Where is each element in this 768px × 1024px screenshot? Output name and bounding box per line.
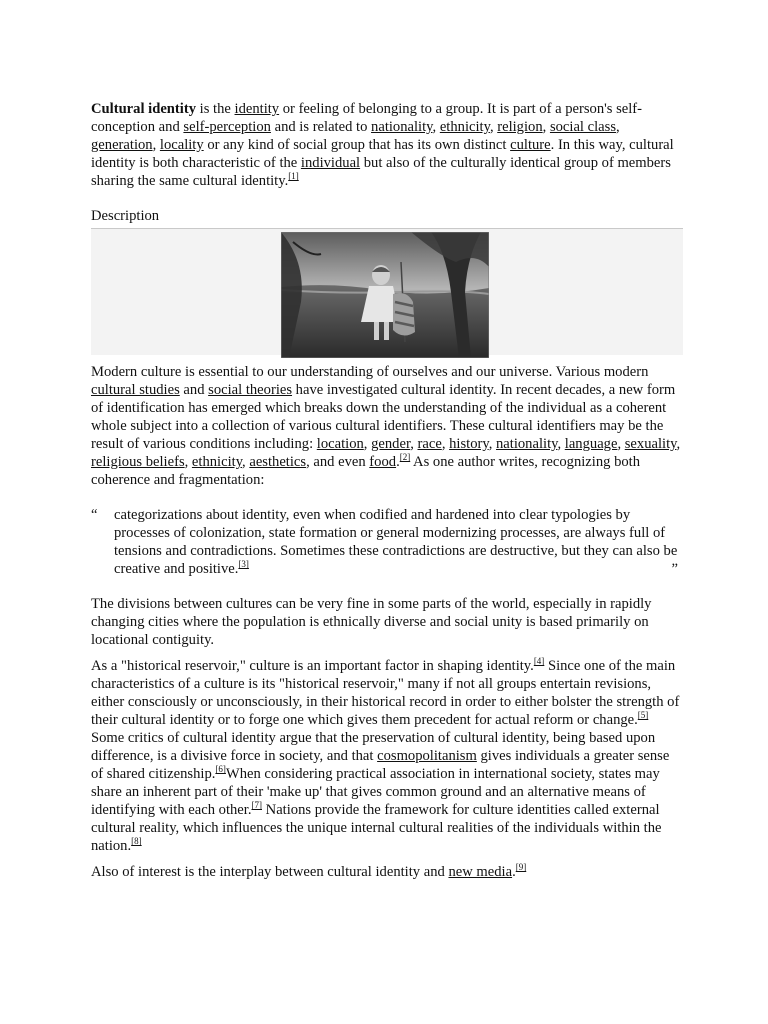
text-span: , and even	[306, 454, 370, 470]
section-title: Description	[91, 208, 160, 224]
link-social-theories[interactable]: social theories	[208, 382, 293, 398]
link-identity[interactable]: identity	[234, 101, 280, 117]
link-self-perception[interactable]: self-perception	[183, 119, 271, 135]
text-span: ,	[489, 119, 498, 135]
text-span: ,	[616, 119, 620, 135]
link-gender[interactable]: gender	[371, 436, 411, 452]
link-ethnicity[interactable]: ethnicity	[191, 454, 243, 470]
link-new-media[interactable]: new media	[448, 864, 513, 880]
link-cosmopolitanism[interactable]: cosmopolitanism	[377, 748, 477, 764]
text-span: ,	[441, 436, 450, 452]
link-religion[interactable]: religion	[497, 119, 543, 135]
footnote-ref-1[interactable]: [1]	[288, 171, 299, 181]
figure-box	[91, 229, 683, 355]
link-cultural-studies[interactable]: cultural studies	[91, 382, 180, 398]
article-body	[91, 100, 681, 881]
close-quote-mark: ”	[671, 561, 678, 577]
modern-culture-paragraph	[91, 363, 681, 489]
link-food[interactable]: food	[369, 454, 397, 470]
link-culture[interactable]: culture	[510, 137, 551, 153]
link-race[interactable]: race	[417, 436, 442, 452]
text-span: and	[179, 382, 209, 398]
link-history[interactable]: history	[449, 436, 489, 452]
text-span: As a "historical reservoir," culture is an important factor in shaping identity.	[91, 658, 534, 674]
text-span: Some critics of cultural identity argue that the preservation of cultural identity, being based upon difference, is a divisive force in society, and that	[91, 730, 656, 764]
text-span: ,	[242, 454, 250, 470]
text-span: ,	[617, 436, 625, 452]
text-span: Nations provide the framework for culture identities called external cultural reality, which influences the unique internal cultural realities of the individuals within the nation.	[91, 802, 662, 854]
text-span: .	[512, 864, 516, 880]
link-nationality[interactable]: nationality	[371, 119, 433, 135]
footnote-ref-6[interactable]: [6]	[215, 764, 226, 774]
new-media-paragraph	[91, 863, 681, 881]
link-aesthetics[interactable]: aesthetics	[249, 454, 307, 470]
child-with-flag-photo	[281, 232, 489, 358]
text-span: ,	[557, 436, 565, 452]
text-span: ,	[488, 436, 496, 452]
link-nationality[interactable]: nationality	[496, 436, 558, 452]
link-locality[interactable]: locality	[159, 137, 204, 153]
text-span: ,	[363, 436, 372, 452]
footnote-ref-2[interactable]: [2]	[399, 452, 411, 462]
link-location[interactable]: location	[316, 436, 364, 452]
footnote-ref-9[interactable]: [9]	[515, 862, 527, 872]
text-span: ,	[410, 436, 418, 452]
footnote-ref-5[interactable]: [5]	[637, 710, 649, 720]
link-generation[interactable]: generation	[91, 137, 153, 153]
text-span: ,	[676, 436, 681, 452]
text-span: When considering practical association in international society, states may share an inherent part of their 'make up' that gives common ground and an alternative means of identifying with each other.	[91, 766, 660, 818]
block-quote	[91, 506, 681, 578]
divisions-paragraph: The divisions between cultures can be very fine in some parts of the world, especially in rapidly changing cities where the population is ethnically diverse and social unity is based primarily on locational contiguity.	[91, 596, 652, 648]
text-span: have investigated cultural identity. In recent decades, a new form of identification has emerged which breaks down the understanding of the individual as a coherent whole subject into a collection of various cultural identifiers. These cultural identifiers may be the result of various conditions including:	[91, 382, 676, 452]
text-span: or feeling of belonging to a group. It is part of a person's self-conception and	[91, 101, 643, 135]
historical-reservoir-paragraph	[91, 657, 681, 855]
text-span: categorizations about identity, even when codified and hardened into clear typologies by processes of colonization, state formation or general modernizing processes, are always full of tensions and contradictions. Sometimes these contradictions are destructive, but they can also be creative and positive.	[114, 507, 678, 577]
text-span: is the	[196, 101, 235, 117]
link-social-class[interactable]: social class	[549, 119, 616, 135]
text-span: ,	[432, 119, 440, 135]
text-span: .	[396, 454, 400, 470]
term-heading: Cultural identity	[91, 101, 196, 117]
link-individual[interactable]: individual	[300, 155, 361, 171]
intro-paragraph	[91, 100, 681, 190]
text-span: As one author writes, recognizing both coherence and fragmentation:	[91, 454, 641, 488]
link-sexuality[interactable]: sexuality	[624, 436, 677, 452]
link-language[interactable]: language	[564, 436, 618, 452]
footnote-ref-8[interactable]: [8]	[131, 836, 142, 846]
link-ethnicity[interactable]: ethnicity	[439, 119, 490, 135]
link-religious-beliefs[interactable]: religious beliefs	[91, 454, 185, 470]
footnote-ref-3[interactable]: [3]	[238, 559, 249, 569]
text-span: . In this way, cultural identity is both characteristic of the	[91, 137, 674, 171]
text-span: Since one of the main characteristics of a culture is its "historical reservoir," many if not all groups entertain revisions, either consciously or unconsciously, in their historical record in order to either bolster the strength of their cultural identity or to forge one which gives them precedent for actual reform or change.	[91, 658, 680, 728]
text-span: and is related to	[270, 119, 372, 135]
footnote-ref-7[interactable]: [7]	[251, 800, 262, 810]
text-span: ,	[542, 119, 550, 135]
text-span: ,	[184, 454, 192, 470]
text-span: Modern culture is essential to our understanding of ourselves and our universe. Various modern	[91, 364, 649, 380]
text-span: or any kind of social group that has its own distinct	[203, 137, 511, 153]
text-span: Also of interest is the interplay between cultural identity and	[91, 864, 449, 880]
text-span: ,	[152, 137, 160, 153]
footnote-ref-4[interactable]: [4]	[533, 656, 545, 666]
text-span: gives individuals a greater sense of shared citizenship.	[91, 748, 670, 782]
open-quote-mark: “	[91, 507, 98, 523]
quote-text	[114, 506, 681, 578]
text-span: but also of the culturally identical group of members sharing the same cultural identity.	[91, 155, 671, 189]
